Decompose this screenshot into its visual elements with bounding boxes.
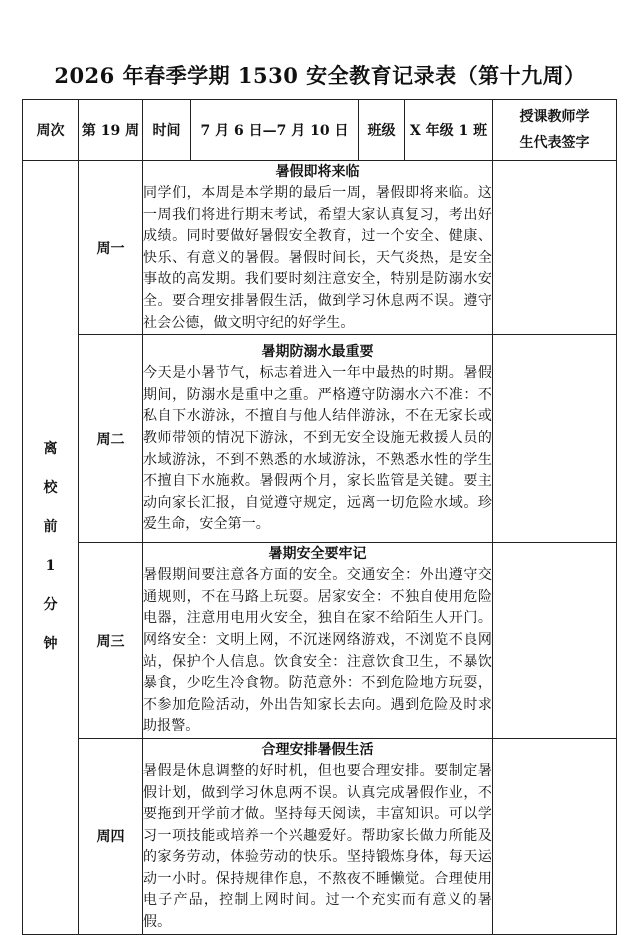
content-heading: 暑期安全要牢记	[268, 546, 367, 563]
signature-cell[interactable]	[493, 161, 617, 335]
signature-label-line-1: 授课教师学	[519, 109, 590, 125]
content-text: 同学们，本周是本学期的最后一周，暑假即将来临。这一周我们将进行期末考试，希望大家认真复习，考出好成绩。同时要做好暑假安全教育，过一个安全、健康、快乐、有意义的暑假。暑假时间长，天气炎热，是安全事故的高发期。我们要时刻注意安全，特别是防溺水安全。要合理安排暑假生活，做到学习休息两不误。遵守社会公德，做文明守纪的好学生。	[143, 185, 492, 331]
page-title: 2026 年春季学期 1530 安全教育记录表（第十九周）	[54, 63, 586, 88]
record-table	[22, 99, 617, 935]
time-value: 7 月 6 日—7 月 10 日	[191, 100, 359, 161]
signature-cell[interactable]	[493, 543, 617, 739]
content-cell	[143, 738, 493, 934]
class-label: 班级	[359, 100, 405, 161]
time-label: 时间	[143, 100, 191, 161]
signature-label-line-2: 生代表签字	[519, 135, 590, 151]
side-label-char: 1	[45, 558, 56, 575]
signature-cell[interactable]	[493, 738, 617, 934]
side-label-char: 前	[43, 519, 58, 536]
content-cell	[143, 161, 493, 335]
week-value: 第 19 周	[79, 100, 143, 161]
side-label-char: 钟	[43, 636, 58, 653]
table-row	[23, 161, 617, 335]
content-cell	[143, 543, 493, 739]
table-row	[23, 738, 617, 934]
side-label-char: 校	[43, 480, 58, 497]
signature-cell[interactable]	[493, 335, 617, 543]
header-row	[23, 100, 617, 161]
content-heading: 暑期防溺水最重要	[261, 344, 374, 361]
content-heading: 合理安排暑假生活	[261, 741, 374, 758]
table-row	[23, 335, 617, 543]
content-text: 暑假期间要注意各方面的安全。交通安全：外出遵守交通规则，不在马路上玩耍。居家安全：不独自使用危险电器，注意用电用火安全，独自在家不给陌生人开门。网络安全：文明上网，不沉迷网络游戏，不浏览不良网站，保护个人信息。饮食安全：注意饮食卫生，不暴饮暴食，少吃生冷食物。防范意外：不到危险地方玩耍，不参加危险活动，外出告知家长去向。遇到危险及时求助报警。	[143, 567, 492, 735]
day-cell: 周二	[79, 335, 143, 543]
day-cell: 周四	[79, 738, 143, 934]
class-value: X 年级 1 班	[405, 100, 493, 161]
day-cell: 周一	[79, 161, 143, 335]
week-label: 周次	[23, 100, 79, 161]
content-text: 暑假是休息调整的好时机，但也要合理安排。要制定暑假计划，做到学习休息两不误。认真完成暑假作业，不要拖到开学前才做。坚持每天阅读，丰富知识。可以学习一项技能或培养一个兴趣爱好。帮助家长做力所能及的家务劳动，体验劳动的快乐。坚持锻炼身体，每天运动一小时。保持规律作息，不熬夜不睡懒觉。合理使用电子产品，控制上网时间。过一个充实而有意义的暑假。	[143, 762, 492, 931]
content-heading: 暑假即将来临	[275, 164, 360, 180]
content-cell	[143, 335, 493, 543]
day-cell: 周三	[79, 543, 143, 739]
table-row	[23, 543, 617, 739]
content-text: 今天是小暑节气，标志着进入一年中最热的时期。暑假期间，防溺水是重中之重。严格遵守防溺水六不准：不私自下水游泳，不擅自与他人结伴游泳，不在无家长或教师带领的情况下游泳，不到无安全设施无救援人员的水域游泳，不到不熟悉的水域游泳，不熟悉水性的学生不擅自下水施救。暑假两个月，家长监管是关键。要主动向家长汇报，自觉遵守规定，远离一切危险水域。珍爱生命，安全第一。	[143, 365, 492, 533]
side-label-char: 分	[43, 597, 58, 614]
side-label-char: 离	[43, 441, 58, 458]
signature-label	[493, 100, 617, 161]
side-label	[23, 161, 79, 935]
